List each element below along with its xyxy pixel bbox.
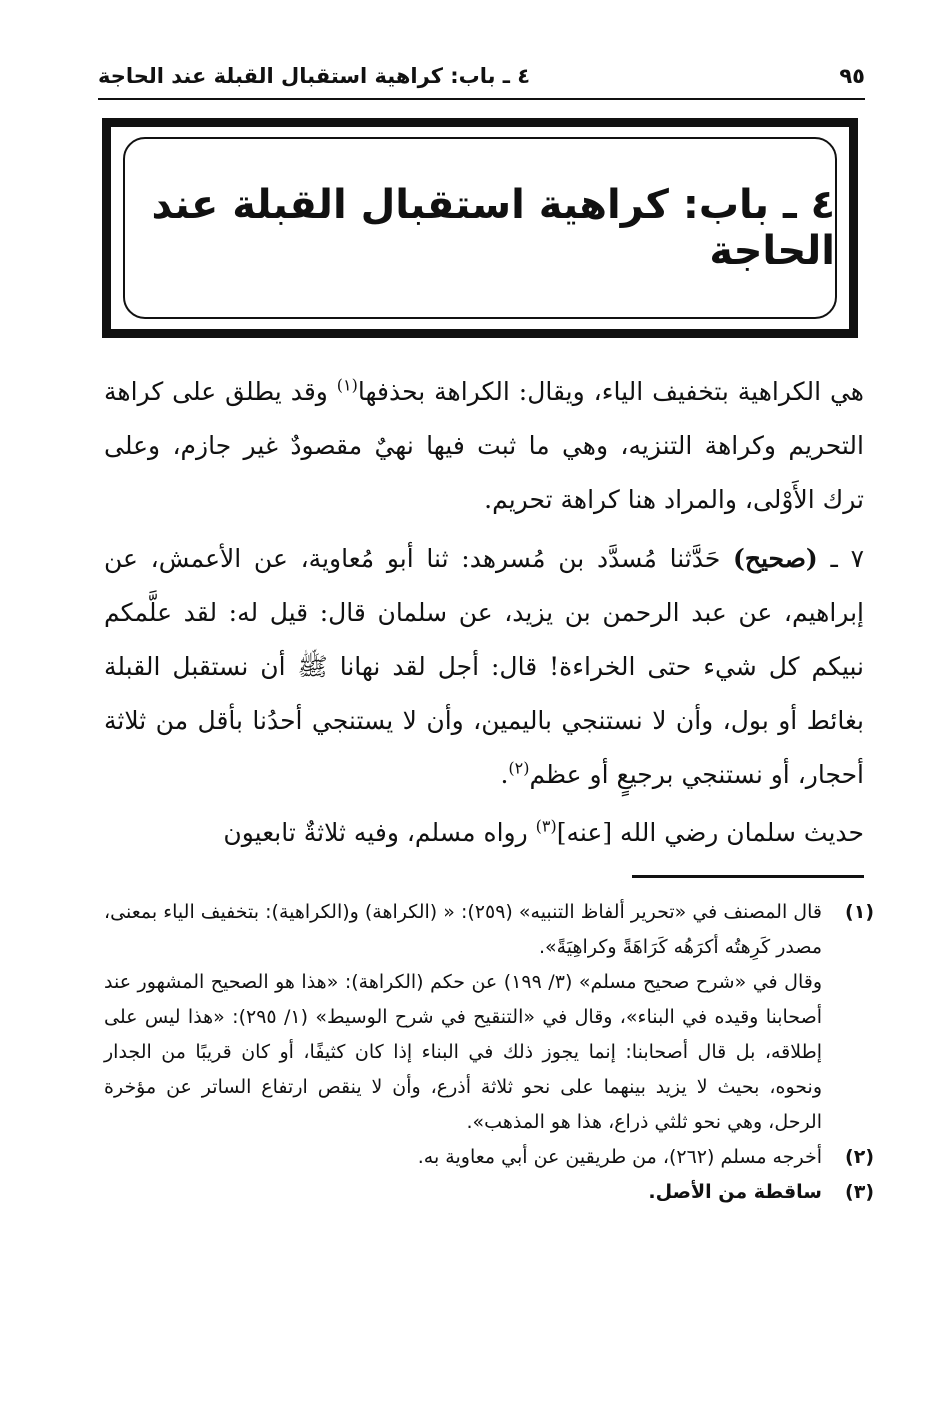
footnote-ref-2: (٢)	[508, 758, 530, 778]
footnote-ref-1: (١)	[336, 375, 358, 395]
footnote-body	[104, 1140, 822, 1175]
footnote-separator	[632, 875, 864, 878]
footnote-number: (١)	[845, 901, 874, 923]
hadith-number: ٧ ـ	[830, 544, 864, 573]
hadith-grade: (صحيح)	[733, 544, 818, 573]
chapter-title-frame	[102, 118, 858, 338]
chapter-title: ٤ ـ باب: كراهية استقبال القبلة عند الحاجة	[151, 182, 835, 274]
page-number: ٩٥	[839, 64, 865, 88]
intro-text: هي الكراهية بتخفيف الياء، ويقال: الكراهة بحذفها	[357, 377, 864, 406]
footnote-body	[104, 895, 822, 1140]
footnote-paragraph: قال المصنف في «تحرير ألفاظ التنبيه» (٢٥٩): « (الكراهة) و(الكراهية): بتخفيف الياء بمعنى، مصدر كَرِهتُه أكرَهُه كَرَاهَةً وكراهِيَةً».	[104, 901, 822, 958]
footnote-number: (٣)	[845, 1181, 874, 1203]
footnote-paragraph: وقال في «شرح صحيح مسلم» (٣/ ١٩٩) عن حكم (الكراهة): «هذا هو الصحيح المشهور عند أصحابنا وقيده في البناء»، وقال في «التنقيح في شرح الوسيط» (١/ ٢٩٥): «هذا ليس على إطلاقه، بل قال أصحابنا: إنما يجوز ذلك في البناء إذا كان كثيفًا، أو كان قريبًا من الجدار ونحوه، بحيث لا يزيد بينهما على نحو ثلاثة أذرع، وأن لا ينقص ارتفاع الساتر عن مؤخرة الرحل، وهي نحو ثلثي ذراع، هذا هو المذهب».	[104, 971, 822, 1133]
chapter-title-inner-border	[123, 137, 837, 319]
header-rule	[98, 98, 865, 100]
takhrij-paragraph	[104, 806, 864, 860]
intro-text-continued: وقد يطلق على كراهة التحريم وكراهة التنزيه، وهي ما ثبت فيها نهيٌ مقصودٌ غير جازم، وعلى ترك الأَوْلى، والمراد هنا كراهة تحريم.	[104, 377, 864, 514]
footnote-paragraph: أخرجه مسلم (٢٦٢)، من طريقين عن أبي معاوية به.	[417, 1146, 822, 1168]
footnote-number: (٢)	[845, 1146, 874, 1168]
footnote-paragraph: ساقطة من الأصل.	[648, 1181, 822, 1203]
hadith-text-end: .	[500, 760, 509, 789]
takhrij-text-continued: رواه مسلم، وفيه ثلاثةٌ تابعيون	[223, 818, 536, 847]
running-title: ٤ ـ باب: كراهية استقبال القبلة عند الحاجة	[98, 64, 531, 88]
running-header	[98, 58, 865, 94]
footnote	[104, 1175, 874, 1210]
takhrij-text: حديث سلمان رضي الله [عنه]	[556, 818, 864, 847]
footnote	[104, 1140, 874, 1175]
hadith-text: حَدَّثنا مُسدَّد بن مُسرهد: ثنا أبو مُعاوية، عن الأعمش، عن إبراهيم، عن عبد الرحمن بن يزيد، عن سلمان قال: قيل له: لقد علَّمكم نبيكم كل شيء حتى الخراءة! قال: أجل لقد نهانا ﷺ أن نستقبل القبلة بغائط أو بول، وأن لا نستنجي باليمين، وأن لا يستنجي أحدُنا بأقل من ثلاثة أحجار، أو نستنجي برجيعٍ أو عظم	[104, 544, 864, 789]
intro-paragraph	[104, 365, 864, 527]
footnote	[104, 895, 874, 1140]
hadith-paragraph	[104, 532, 864, 802]
footnotes	[104, 895, 874, 1210]
footnote-body	[104, 1175, 822, 1210]
footnote-ref-3: (٣)	[535, 816, 557, 836]
